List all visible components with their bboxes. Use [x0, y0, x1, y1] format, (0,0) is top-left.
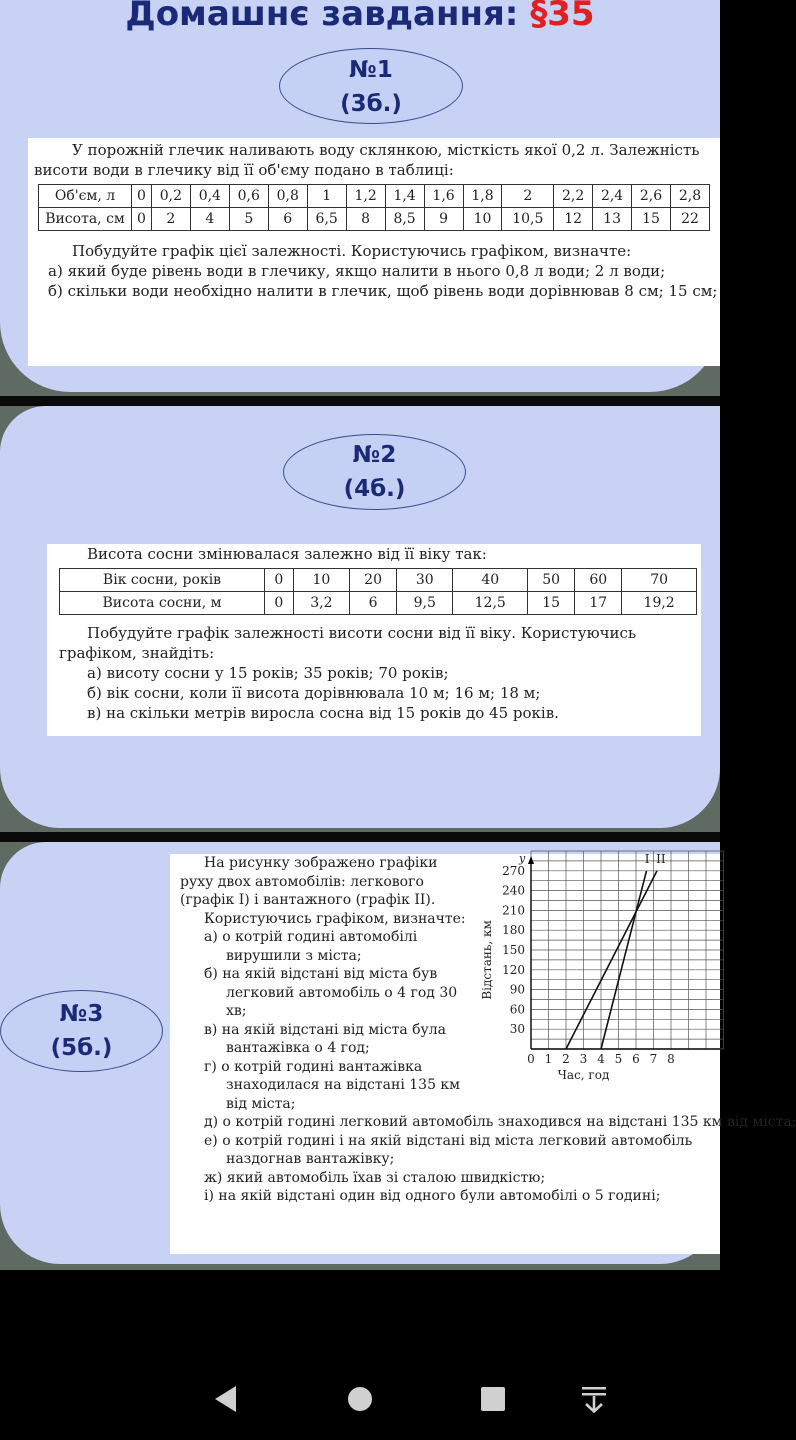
x-tick-label: 3	[579, 1052, 588, 1066]
back-icon[interactable]	[212, 1384, 240, 1414]
task-points: (5б.)	[50, 1035, 113, 1061]
title-paragraph: §35	[530, 0, 595, 34]
line-II-label: II	[656, 851, 666, 866]
y-tick-label: 60	[509, 1002, 525, 1017]
task-1-text	[28, 138, 720, 366]
task-number-oval-1	[279, 48, 463, 124]
pine-height-table	[59, 568, 697, 615]
task-instruction: Побудуйте графік цієї залежності. Користуючись графіком, визначте:	[72, 242, 632, 260]
task-intro: Висота сосни змінювалася залежно від її віку так:	[87, 545, 487, 563]
task-points: (3б.)	[340, 91, 402, 117]
slide-separator	[0, 832, 720, 842]
graph-labels	[480, 852, 675, 1082]
task-2-text	[47, 544, 701, 736]
graph-grid	[531, 851, 724, 1049]
table-row: Об'єм, л 0 0,2 0,4 0,6 0,8 1 1,2 1,4 1,6 1,8 2 2,2 2,4 2,6 2,8	[39, 185, 710, 208]
slide-separator	[0, 396, 720, 406]
slide-homework-3	[0, 842, 796, 1270]
task-number: №2	[352, 442, 397, 468]
task-points: (4б.)	[343, 476, 406, 502]
x-tick-label: 0	[527, 1052, 535, 1066]
task-item-i: і) на якій відстані один від одного були автомобілі о 5 годині;	[204, 1188, 661, 1204]
line-I-label: I	[644, 851, 650, 866]
task-instruction: Користуючись графіком, визначте:	[204, 910, 466, 927]
motion-graph	[475, 851, 720, 1094]
y-axis-label: Відстань, км	[480, 920, 494, 1000]
y-tick-label: 150	[502, 943, 525, 957]
task-number-oval-2	[283, 434, 466, 510]
y-tick-label: 240	[502, 883, 525, 898]
y-tick-label: 270	[502, 863, 525, 878]
x-tick-label: 2	[562, 1052, 570, 1066]
x-axis-label: Час, год	[557, 1068, 610, 1082]
table-header-cell: Висота, см	[39, 208, 132, 231]
y-tick-label: 90	[509, 982, 525, 997]
task-item-a: а) висоту сосни у 15 років; 35 років; 70 років;	[87, 664, 449, 682]
y-tick-label: 120	[502, 962, 525, 977]
task-intro: У порожній глечик наливають воду склянкою, місткість якої 0,2 л. Залежність висоти води в глечику від її об'єму подано в таблиці:	[34, 141, 700, 179]
y-tick-label: 180	[502, 923, 525, 938]
task-item-g: г) о котрій годині вантажівка знаходилася на відстані 135 км від міста;	[204, 1058, 461, 1112]
table-header-cell: Об'єм, л	[39, 185, 132, 208]
task-instruction: Побудуйте графік залежності висоти сосни від її віку. Користуючись графіком, знайдіть:	[59, 624, 637, 662]
x-tick-label: 7	[649, 1052, 658, 1066]
title-text: Домашнє завдання:	[125, 0, 531, 34]
page-title	[0, 0, 720, 34]
task-item-zh: ж) який автомобіль їхав зі сталою швидкістю;	[204, 1169, 546, 1186]
table-row: Висота, см 0 2 4 5 6 6,5 8 8,5 9 10 10,5 12 13 15 22	[39, 208, 710, 231]
x-tick-label: 8	[667, 1052, 675, 1066]
table-header-cell: Висота сосни, м	[60, 592, 265, 615]
task-item-v: в) на якій відстані від міста була вантажівка о 4 год;	[204, 1021, 447, 1056]
task-item-b: б) скільки води необхідно налити в глечик, щоб рівень води дорівнював 8 см; 15 см;	[48, 282, 718, 300]
y-tick-label: 30	[509, 1022, 525, 1037]
task-item-d: д) о котрій годині легковий автомобіль знаходився на відстані 135 км від міста;	[204, 1114, 796, 1130]
task-number-oval-3	[0, 990, 163, 1072]
task-number: №3	[59, 1001, 104, 1027]
slide-homework-1	[0, 0, 720, 396]
task-3-text	[170, 851, 796, 1254]
y-axis-arrow	[528, 856, 534, 864]
y-axis-symbol: y	[519, 852, 526, 865]
volume-height-table	[38, 184, 710, 231]
task-item-a: а) який буде рівень води в глечику, якщо налити в нього 0,8 л води; 2 л води;	[48, 262, 666, 280]
home-icon[interactable]	[346, 1385, 374, 1413]
table-row: Вік сосни, років 0 10 20 30 40 50 60 70	[60, 569, 697, 592]
slide-homework-2	[0, 406, 720, 832]
x-tick-label: 5	[614, 1052, 623, 1066]
task-item-b: б) на якій відстані від міста був легковий автомобіль о 4 год 30 хв;	[204, 966, 458, 1019]
task-number: №1	[349, 57, 393, 83]
notification-pull-icon[interactable]	[580, 1384, 608, 1414]
x-tick-label: 1	[544, 1052, 553, 1066]
table-row: Висота сосни, м 0 3,2 6 9,5 12,5 15 17 19,2	[60, 592, 697, 615]
task-intro: На рисунку зображено графіки руху двох автомобілів: легкового (графік І) і вантажного (графік ІІ).	[180, 855, 438, 908]
task-item-a: а) о котрій годині автомобілі вирушили з міста;	[204, 929, 418, 964]
table-header-cell: Вік сосни, років	[60, 569, 265, 592]
task-item-e: е) о котрій годині і на якій відстані від міста легковий автомобіль наздогнав вантажівку;	[204, 1132, 693, 1167]
task-item-v: в) на скільки метрів виросла сосна від 15 років до 45 років.	[87, 704, 559, 722]
y-tick-label: 210	[502, 903, 525, 918]
task-item-b: б) вік сосни, коли її висота дорівнювала 10 м; 16 м; 18 м;	[87, 684, 541, 702]
x-tick-label: 4	[597, 1052, 605, 1066]
recents-icon[interactable]	[479, 1385, 507, 1413]
navigation-bar	[0, 1370, 720, 1430]
graph-axes	[528, 856, 720, 1049]
x-tick-label: 6	[632, 1052, 640, 1066]
